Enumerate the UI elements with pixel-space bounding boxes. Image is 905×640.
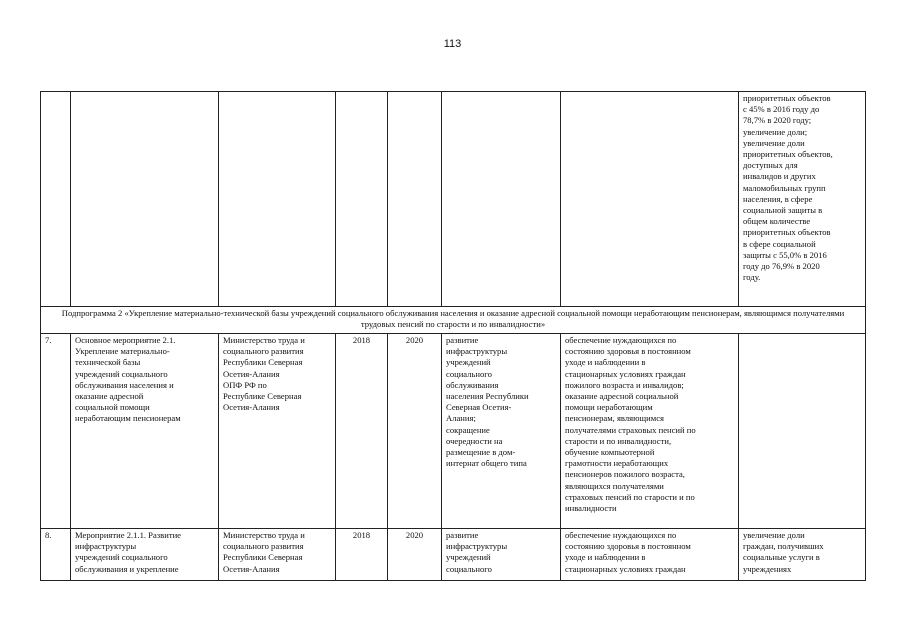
cell-indicators: приоритетных объектов с 45% в 2016 году до 78,7% в 2020 году; увеличение доли; увеличение доли приоритетных объектов, доступных для инвалидов и других маломобильных групп населения, в сфере социальной защиты в общем количестве приоритетных объектов в сфере социальной защиты с 55,0% в 2016 году до 76,9% в 2020 году. (739, 92, 866, 307)
cell-name (71, 92, 219, 307)
cell-num: 7. (41, 334, 71, 529)
cell-num (41, 92, 71, 307)
cell-consequences: обеспечение нуждающихся по состоянию здоровья в постоянном уходе и наблюдении в стационарных условиях граждан (561, 529, 739, 581)
cell-start: 2018 (336, 529, 388, 581)
cell-executor: Министерство труда и социального развития Республики Северная Осетия-Алания ОПФ РФ по Республике Северная Осетия-Алания (219, 334, 336, 529)
cell-name: Мероприятие 2.1.1. Развитие инфраструктуры учреждений социального обслуживания и укрепление (71, 529, 219, 581)
cell-end: 2020 (388, 334, 442, 529)
table-row (41, 529, 866, 581)
cell-executor: Министерство труда и социального развития Республики Северная Осетия-Алания (219, 529, 336, 581)
cell-start (336, 92, 388, 307)
cell-results (442, 92, 561, 307)
cell-results: развитие инфраструктуры учреждений социального (442, 529, 561, 581)
subprogram-title: Подпрограмма 2 «Укрепление материально-технической базы учреждений социального обслуживания населения и оказание адресной социальной помощи неработающим пенсионерам, являющимся получателями трудовых пенсий по старости и по инвалидности» (41, 307, 866, 334)
cell-indicators: увеличение доли граждан, получивших социальные услуги в учреждениях (739, 529, 866, 581)
cell-consequences: обеспечение нуждающихся по состоянию здоровья в постоянном уходе и наблюдении в стационарных условиях граждан пожилого возраста и инвалидов; оказание адресной социальной помощи неработающим пенсионерам, являющимся получателями страховых пенсий по старости и по инвалидности, обучение компьютерной грамотности неработающих пенсионеров пожилого возраста, являющихся получателями страховых пенсий по старости и по инвалидности (561, 334, 739, 529)
cell-end: 2020 (388, 529, 442, 581)
table-row (41, 334, 866, 529)
cell-results: развитие инфраструктуры учреждений социального обслуживания населения Республики Северная Осетия- Алания; сокращение очередности на размещение в дом- интернат общего типа (442, 334, 561, 529)
cell-name: Основное мероприятие 2.1. Укрепление материально- технической базы учреждений социального обслуживания населения и оказание адресной социальной помощи неработающим пенсионерам (71, 334, 219, 529)
cell-end (388, 92, 442, 307)
continuation-row (41, 92, 866, 307)
cell-consequences (561, 92, 739, 307)
subprogram-row (41, 307, 866, 334)
page-number: 113 (443, 38, 462, 50)
cell-num: 8. (41, 529, 71, 581)
cell-start: 2018 (336, 334, 388, 529)
cell-indicators (739, 334, 866, 529)
cell-executor (219, 92, 336, 307)
program-table (40, 91, 866, 581)
